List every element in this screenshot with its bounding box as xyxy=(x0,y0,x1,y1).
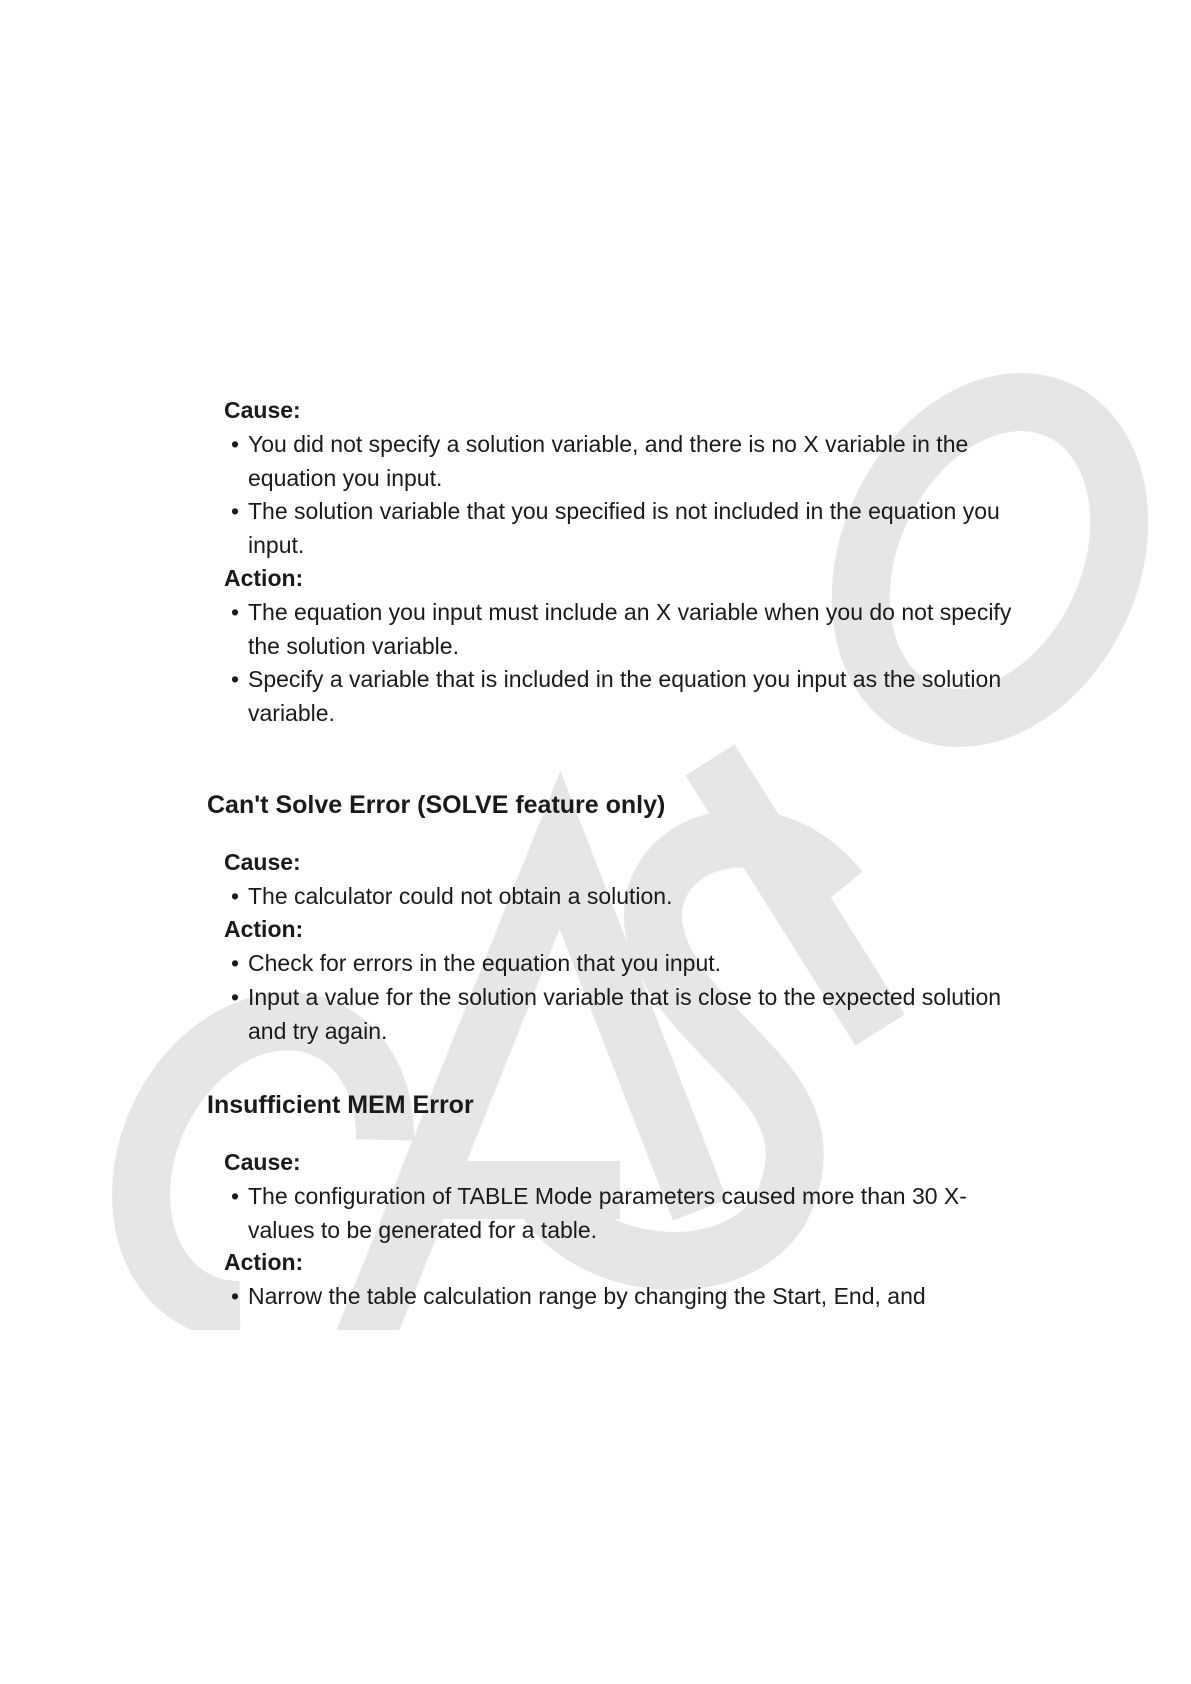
cause-label: Cause: xyxy=(224,1149,301,1175)
action-label: Action: xyxy=(224,1249,304,1275)
section-heading: Insufficient MEM Error xyxy=(207,1091,474,1119)
list-item: • The solution variable that you specified is not included in the equation you input. xyxy=(231,494,1021,562)
list-item: • Check for errors in the equation that you input. xyxy=(231,946,1021,980)
bullet-icon: • xyxy=(231,1283,240,1309)
cause-label: Cause: xyxy=(224,849,301,875)
list-item: • Input a value for the solution variable that is close to the expected solution and try again. xyxy=(231,980,1021,1048)
list-item: • The calculator could not obtain a solution. xyxy=(231,879,1021,913)
action-label: Action: xyxy=(224,565,304,591)
bullet-icon: • xyxy=(231,950,240,976)
cause-label: Cause: xyxy=(224,397,301,423)
bullet-icon: • xyxy=(231,431,240,457)
section-heading: Can't Solve Error (SOLVE feature only) xyxy=(207,791,666,819)
bullet-icon: • xyxy=(231,599,240,625)
bullet-icon: • xyxy=(231,666,240,692)
list-item: • Narrow the table calculation range by changing the Start, End, and xyxy=(231,1279,1021,1313)
list-item: • The configuration of TABLE Mode parameters caused more than 30 X-values to be generated for a table. xyxy=(231,1179,1021,1247)
bullet-icon: • xyxy=(231,1183,240,1209)
action-label: Action: xyxy=(224,916,304,942)
list-item: • The equation you input must include an X variable when you do not specify the solution variable. xyxy=(231,595,1021,663)
bullet-icon: • xyxy=(231,984,240,1010)
list-item: • Specify a variable that is included in the equation you input as the solution variable. xyxy=(231,662,1021,730)
bullet-icon: • xyxy=(231,498,240,524)
bullet-icon: • xyxy=(231,883,240,909)
list-item: • You did not specify a solution variable, and there is no X variable in the equation you input. xyxy=(231,427,1021,495)
